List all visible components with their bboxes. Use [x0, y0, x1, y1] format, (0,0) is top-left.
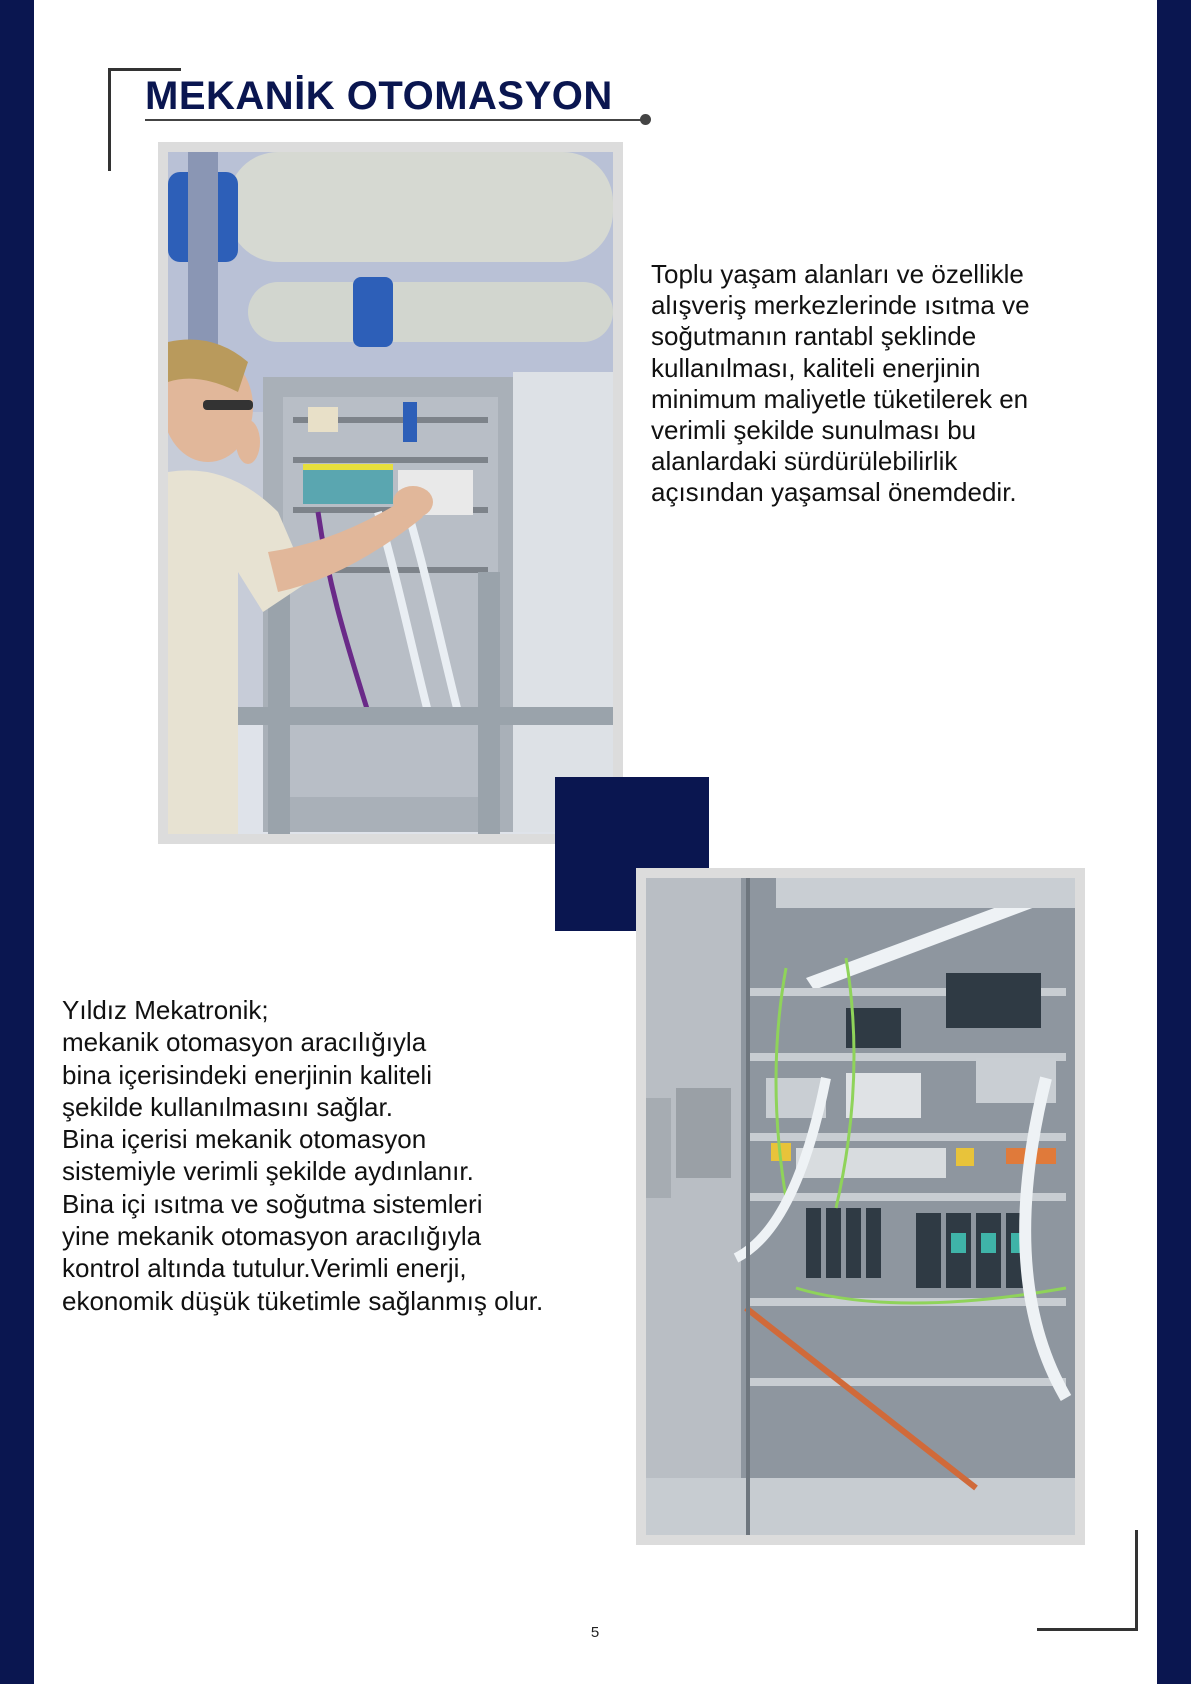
intro-line: minimum maliyetle tüketilerek en	[651, 383, 1029, 414]
corner-bracket-bottom-right	[1037, 1530, 1138, 1631]
cabinet-photo-frame	[636, 868, 1085, 1545]
detail-line: bina içerisindeki enerjinin kaliteli	[62, 1059, 432, 1090]
intro-line: kullanılması, kaliteli enerjinin	[651, 352, 981, 383]
page-number: 5	[590, 1624, 600, 1641]
technician-control-panel-photo	[168, 152, 613, 834]
page-title: MEKANİK OTOMASYON	[145, 74, 613, 118]
technician-photo-frame	[158, 142, 623, 844]
intro-paragraph	[651, 259, 1101, 509]
left-side-band	[0, 0, 34, 1684]
intro-line: soğutmanın rantabl şeklinde	[651, 321, 977, 352]
detail-paragraph	[62, 994, 622, 1317]
intro-line: alışveriş merkezlerinde ısıtma ve	[651, 290, 1030, 321]
detail-line: kontrol altında tutulur.Verimli enerji,	[62, 1253, 467, 1284]
intro-line: açısından yaşamsal önemdedir.	[651, 477, 1017, 508]
electrical-cabinet-photo	[646, 878, 1075, 1535]
detail-line: yine mekanik otomasyon aracılığıyla	[62, 1221, 482, 1252]
detail-line: Yıldız Mekatronik;	[62, 995, 269, 1025]
right-side-band	[1157, 0, 1191, 1684]
intro-line: verimli şekilde sunulması bu	[651, 415, 977, 446]
detail-line: şekilde kullanılmasını sağlar.	[62, 1091, 393, 1122]
title-underline-dot	[640, 114, 651, 125]
detail-line: Bina içi ısıtma ve soğutma sistemleri	[62, 1188, 483, 1219]
title-underline	[145, 119, 645, 121]
intro-line: Toplu yaşam alanları ve özellikle	[651, 259, 1024, 289]
detail-line: Bina içerisi mekanik otomasyon	[62, 1124, 427, 1155]
detail-line: mekanik otomasyon aracılığıyla	[62, 1027, 427, 1058]
detail-line: sistemiyle verimli şekilde aydınlanır.	[62, 1156, 474, 1187]
intro-line: alanlardaki sürdürülebilirlik	[651, 446, 958, 477]
detail-line: ekonomik düşük tüketimle sağlanmış olur.	[62, 1285, 544, 1316]
